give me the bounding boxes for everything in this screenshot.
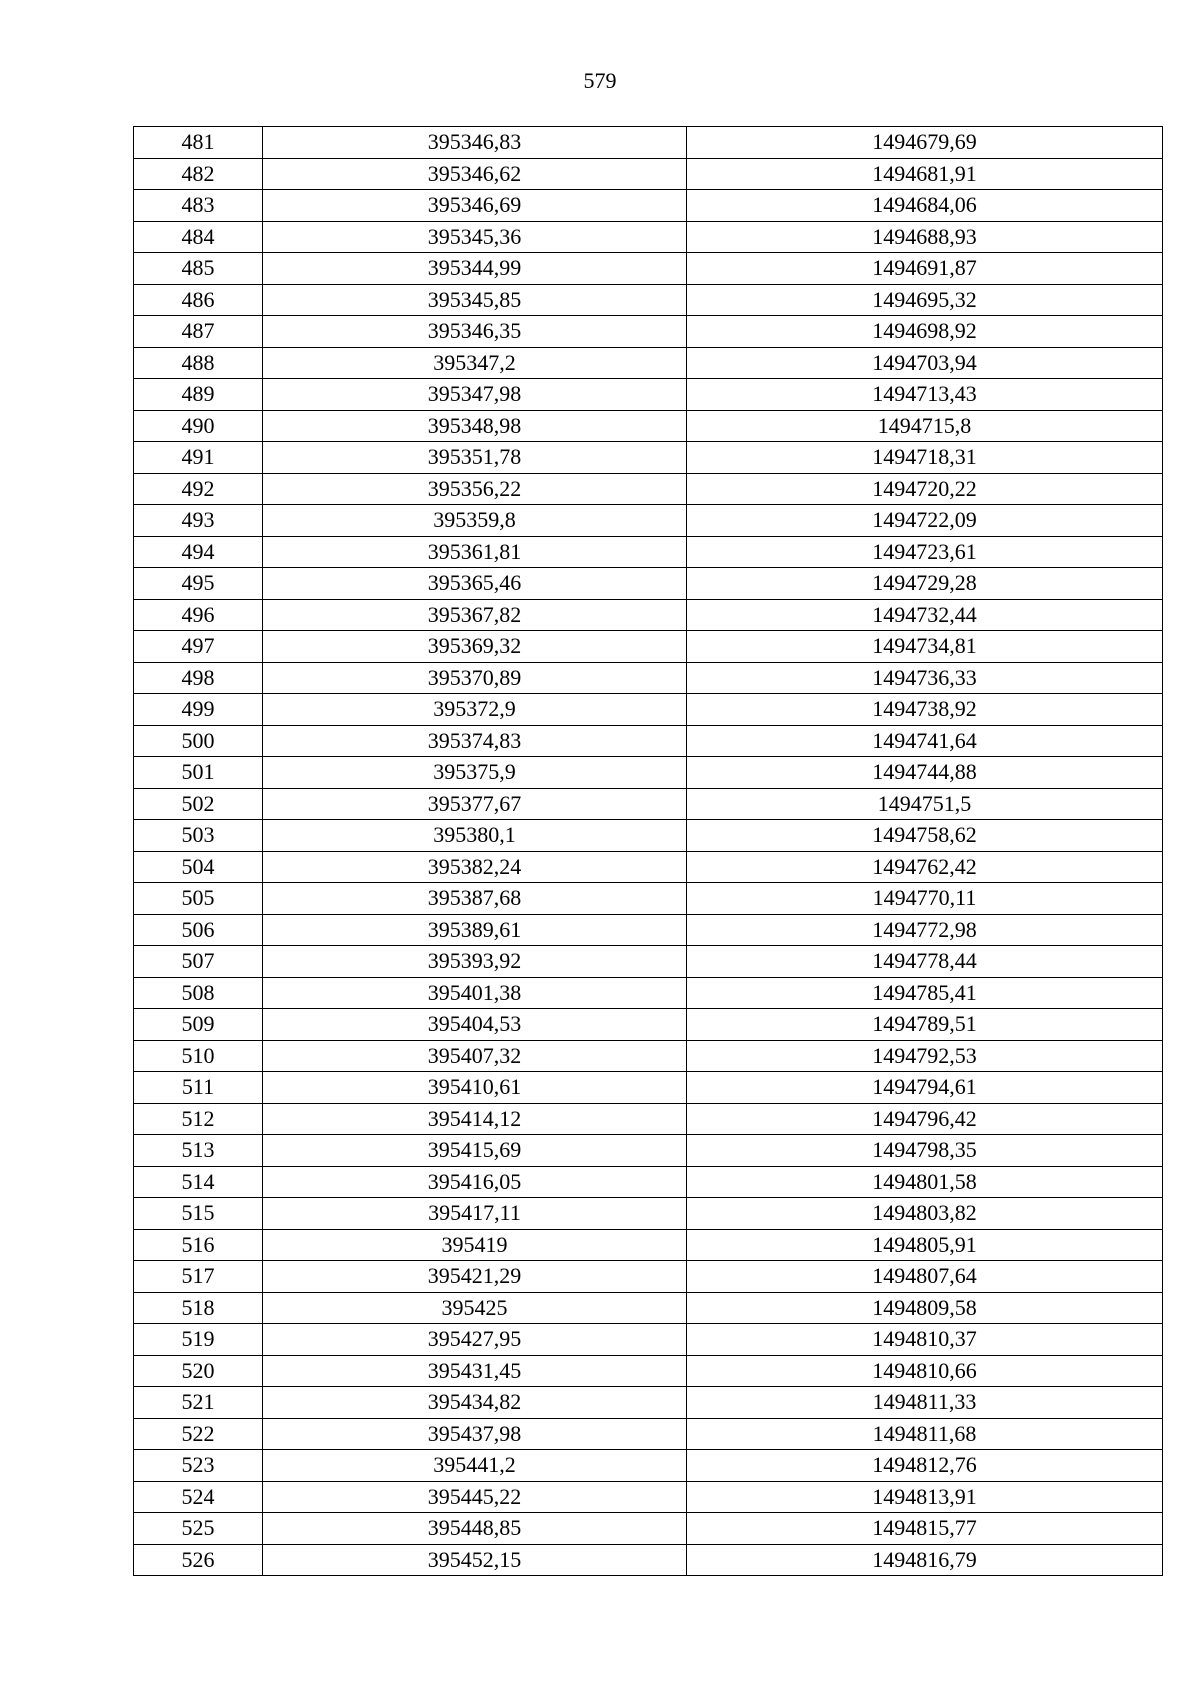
x-coordinate-cell: 395369,32: [263, 631, 687, 663]
y-coordinate-cell: 1494758,62: [687, 820, 1163, 852]
point-number-cell: 520: [134, 1355, 263, 1387]
point-number-cell: 490: [134, 410, 263, 442]
point-number-cell: 492: [134, 473, 263, 505]
point-number-cell: 487: [134, 316, 263, 348]
point-number-cell: 500: [134, 725, 263, 757]
point-number-cell: 488: [134, 347, 263, 379]
table-row: [134, 1450, 1163, 1482]
point-number-cell: 496: [134, 599, 263, 631]
x-coordinate-cell: 395434,82: [263, 1387, 687, 1419]
table-row: [134, 221, 1163, 253]
x-coordinate-cell: 395346,35: [263, 316, 687, 348]
y-coordinate-cell: 1494732,44: [687, 599, 1163, 631]
y-coordinate-cell: 1494720,22: [687, 473, 1163, 505]
point-number-cell: 498: [134, 662, 263, 694]
y-coordinate-cell: 1494815,77: [687, 1513, 1163, 1545]
y-coordinate-cell: 1494703,94: [687, 347, 1163, 379]
table-row: [134, 1292, 1163, 1324]
y-coordinate-cell: 1494772,98: [687, 914, 1163, 946]
x-coordinate-cell: 395367,82: [263, 599, 687, 631]
table-row: [134, 505, 1163, 537]
x-coordinate-cell: 395401,38: [263, 977, 687, 1009]
x-coordinate-cell: 395370,89: [263, 662, 687, 694]
x-coordinate-cell: 395414,12: [263, 1103, 687, 1135]
x-coordinate-cell: 395345,85: [263, 284, 687, 316]
point-number-cell: 514: [134, 1166, 263, 1198]
table-row: [134, 599, 1163, 631]
x-coordinate-cell: 395410,61: [263, 1072, 687, 1104]
y-coordinate-cell: 1494792,53: [687, 1040, 1163, 1072]
y-coordinate-cell: 1494805,91: [687, 1229, 1163, 1261]
y-coordinate-cell: 1494679,69: [687, 127, 1163, 159]
table-row: [134, 410, 1163, 442]
y-coordinate-cell: 1494688,93: [687, 221, 1163, 253]
y-coordinate-cell: 1494729,28: [687, 568, 1163, 600]
table-row: [134, 1544, 1163, 1576]
point-number-cell: 524: [134, 1481, 263, 1513]
table-row: [134, 883, 1163, 915]
y-coordinate-cell: 1494803,82: [687, 1198, 1163, 1230]
x-coordinate-cell: 395415,69: [263, 1135, 687, 1167]
x-coordinate-cell: 395351,78: [263, 442, 687, 474]
y-coordinate-cell: 1494770,11: [687, 883, 1163, 915]
x-coordinate-cell: 395344,99: [263, 253, 687, 285]
y-coordinate-cell: 1494807,64: [687, 1261, 1163, 1293]
point-number-cell: 506: [134, 914, 263, 946]
point-number-cell: 486: [134, 284, 263, 316]
point-number-cell: 483: [134, 190, 263, 222]
table-row: [134, 1166, 1163, 1198]
x-coordinate-cell: 395377,67: [263, 788, 687, 820]
x-coordinate-cell: 395348,98: [263, 410, 687, 442]
point-number-cell: 502: [134, 788, 263, 820]
table-row: [134, 1355, 1163, 1387]
x-coordinate-cell: 395425: [263, 1292, 687, 1324]
table-row: [134, 1135, 1163, 1167]
table-row: [134, 253, 1163, 285]
x-coordinate-cell: 395372,9: [263, 694, 687, 726]
table-row: [134, 127, 1163, 159]
point-number-cell: 501: [134, 757, 263, 789]
y-coordinate-cell: 1494762,42: [687, 851, 1163, 883]
y-coordinate-cell: 1494785,41: [687, 977, 1163, 1009]
y-coordinate-cell: 1494734,81: [687, 631, 1163, 663]
y-coordinate-cell: 1494801,58: [687, 1166, 1163, 1198]
x-coordinate-cell: 395347,98: [263, 379, 687, 411]
table-row: [134, 190, 1163, 222]
point-number-cell: 485: [134, 253, 263, 285]
point-number-cell: 504: [134, 851, 263, 883]
x-coordinate-cell: 395346,83: [263, 127, 687, 159]
coordinates-table: [133, 126, 1163, 1576]
x-coordinate-cell: 395404,53: [263, 1009, 687, 1041]
point-number-cell: 513: [134, 1135, 263, 1167]
point-number-cell: 518: [134, 1292, 263, 1324]
x-coordinate-cell: 395346,69: [263, 190, 687, 222]
point-number-cell: 508: [134, 977, 263, 1009]
x-coordinate-cell: 395419: [263, 1229, 687, 1261]
point-number-cell: 510: [134, 1040, 263, 1072]
y-coordinate-cell: 1494809,58: [687, 1292, 1163, 1324]
page-number: 579: [583, 68, 617, 93]
y-coordinate-cell: 1494813,91: [687, 1481, 1163, 1513]
table-row: [134, 1229, 1163, 1261]
y-coordinate-cell: 1494798,35: [687, 1135, 1163, 1167]
x-coordinate-cell: 395365,46: [263, 568, 687, 600]
table-row: [134, 977, 1163, 1009]
table-row: [134, 788, 1163, 820]
point-number-cell: 511: [134, 1072, 263, 1104]
y-coordinate-cell: 1494718,31: [687, 442, 1163, 474]
x-coordinate-cell: 395441,2: [263, 1450, 687, 1482]
x-coordinate-cell: 395416,05: [263, 1166, 687, 1198]
point-number-cell: 481: [134, 127, 263, 159]
x-coordinate-cell: 395452,15: [263, 1544, 687, 1576]
y-coordinate-cell: 1494715,8: [687, 410, 1163, 442]
x-coordinate-cell: 395387,68: [263, 883, 687, 915]
table-row: [134, 725, 1163, 757]
y-coordinate-cell: 1494789,51: [687, 1009, 1163, 1041]
table-row: [134, 1198, 1163, 1230]
table-row: [134, 631, 1163, 663]
point-number-cell: 517: [134, 1261, 263, 1293]
x-coordinate-cell: 395437,98: [263, 1418, 687, 1450]
y-coordinate-cell: 1494698,92: [687, 316, 1163, 348]
point-number-cell: 521: [134, 1387, 263, 1419]
x-coordinate-cell: 395389,61: [263, 914, 687, 946]
table-row: [134, 536, 1163, 568]
y-coordinate-cell: 1494691,87: [687, 253, 1163, 285]
y-coordinate-cell: 1494796,42: [687, 1103, 1163, 1135]
x-coordinate-cell: 395417,11: [263, 1198, 687, 1230]
table-row: [134, 442, 1163, 474]
y-coordinate-cell: 1494810,37: [687, 1324, 1163, 1356]
x-coordinate-cell: 395448,85: [263, 1513, 687, 1545]
x-coordinate-cell: 395356,22: [263, 473, 687, 505]
table-row: [134, 1040, 1163, 1072]
y-coordinate-cell: 1494751,5: [687, 788, 1163, 820]
y-coordinate-cell: 1494812,76: [687, 1450, 1163, 1482]
y-coordinate-cell: 1494744,88: [687, 757, 1163, 789]
point-number-cell: 503: [134, 820, 263, 852]
x-coordinate-cell: 395359,8: [263, 505, 687, 537]
x-coordinate-cell: 395393,92: [263, 946, 687, 978]
coordinates-table-body: [134, 127, 1163, 1576]
point-number-cell: 491: [134, 442, 263, 474]
point-number-cell: 507: [134, 946, 263, 978]
y-coordinate-cell: 1494741,64: [687, 725, 1163, 757]
table-row: [134, 1324, 1163, 1356]
x-coordinate-cell: 395421,29: [263, 1261, 687, 1293]
table-row: [134, 914, 1163, 946]
point-number-cell: 505: [134, 883, 263, 915]
x-coordinate-cell: 395346,62: [263, 158, 687, 190]
table-row: [134, 316, 1163, 348]
point-number-cell: 489: [134, 379, 263, 411]
table-row: [134, 284, 1163, 316]
y-coordinate-cell: 1494816,79: [687, 1544, 1163, 1576]
table-row: [134, 1387, 1163, 1419]
table-row: [134, 473, 1163, 505]
y-coordinate-cell: 1494794,61: [687, 1072, 1163, 1104]
point-number-cell: 516: [134, 1229, 263, 1261]
table-row: [134, 851, 1163, 883]
point-number-cell: 522: [134, 1418, 263, 1450]
y-coordinate-cell: 1494713,43: [687, 379, 1163, 411]
x-coordinate-cell: 395345,36: [263, 221, 687, 253]
x-coordinate-cell: 395431,45: [263, 1355, 687, 1387]
table-row: [134, 347, 1163, 379]
table-row: [134, 757, 1163, 789]
y-coordinate-cell: 1494811,33: [687, 1387, 1163, 1419]
y-coordinate-cell: 1494738,92: [687, 694, 1163, 726]
point-number-cell: 515: [134, 1198, 263, 1230]
x-coordinate-cell: 395361,81: [263, 536, 687, 568]
x-coordinate-cell: 395374,83: [263, 725, 687, 757]
point-number-cell: 523: [134, 1450, 263, 1482]
point-number-cell: 493: [134, 505, 263, 537]
point-number-cell: 484: [134, 221, 263, 253]
point-number-cell: 525: [134, 1513, 263, 1545]
table-row: [134, 946, 1163, 978]
y-coordinate-cell: 1494722,09: [687, 505, 1163, 537]
table-row: [134, 568, 1163, 600]
y-coordinate-cell: 1494684,06: [687, 190, 1163, 222]
table-row: [134, 1103, 1163, 1135]
y-coordinate-cell: 1494736,33: [687, 662, 1163, 694]
point-number-cell: 482: [134, 158, 263, 190]
point-number-cell: 519: [134, 1324, 263, 1356]
x-coordinate-cell: 395407,32: [263, 1040, 687, 1072]
x-coordinate-cell: 395427,95: [263, 1324, 687, 1356]
table-row: [134, 1072, 1163, 1104]
point-number-cell: 526: [134, 1544, 263, 1576]
table-row: [134, 694, 1163, 726]
table-row: [134, 1418, 1163, 1450]
x-coordinate-cell: 395445,22: [263, 1481, 687, 1513]
table-row: [134, 820, 1163, 852]
table-row: [134, 379, 1163, 411]
y-coordinate-cell: 1494723,61: [687, 536, 1163, 568]
point-number-cell: 512: [134, 1103, 263, 1135]
table-row: [134, 662, 1163, 694]
y-coordinate-cell: 1494681,91: [687, 158, 1163, 190]
y-coordinate-cell: 1494811,68: [687, 1418, 1163, 1450]
y-coordinate-cell: 1494810,66: [687, 1355, 1163, 1387]
table-row: [134, 1481, 1163, 1513]
y-coordinate-cell: 1494695,32: [687, 284, 1163, 316]
point-number-cell: 497: [134, 631, 263, 663]
point-number-cell: 495: [134, 568, 263, 600]
point-number-cell: 499: [134, 694, 263, 726]
x-coordinate-cell: 395382,24: [263, 851, 687, 883]
table-row: [134, 1513, 1163, 1545]
point-number-cell: 509: [134, 1009, 263, 1041]
point-number-cell: 494: [134, 536, 263, 568]
x-coordinate-cell: 395347,2: [263, 347, 687, 379]
x-coordinate-cell: 395375,9: [263, 757, 687, 789]
table-row: [134, 1261, 1163, 1293]
table-row: [134, 1009, 1163, 1041]
table-row: [134, 158, 1163, 190]
x-coordinate-cell: 395380,1: [263, 820, 687, 852]
y-coordinate-cell: 1494778,44: [687, 946, 1163, 978]
